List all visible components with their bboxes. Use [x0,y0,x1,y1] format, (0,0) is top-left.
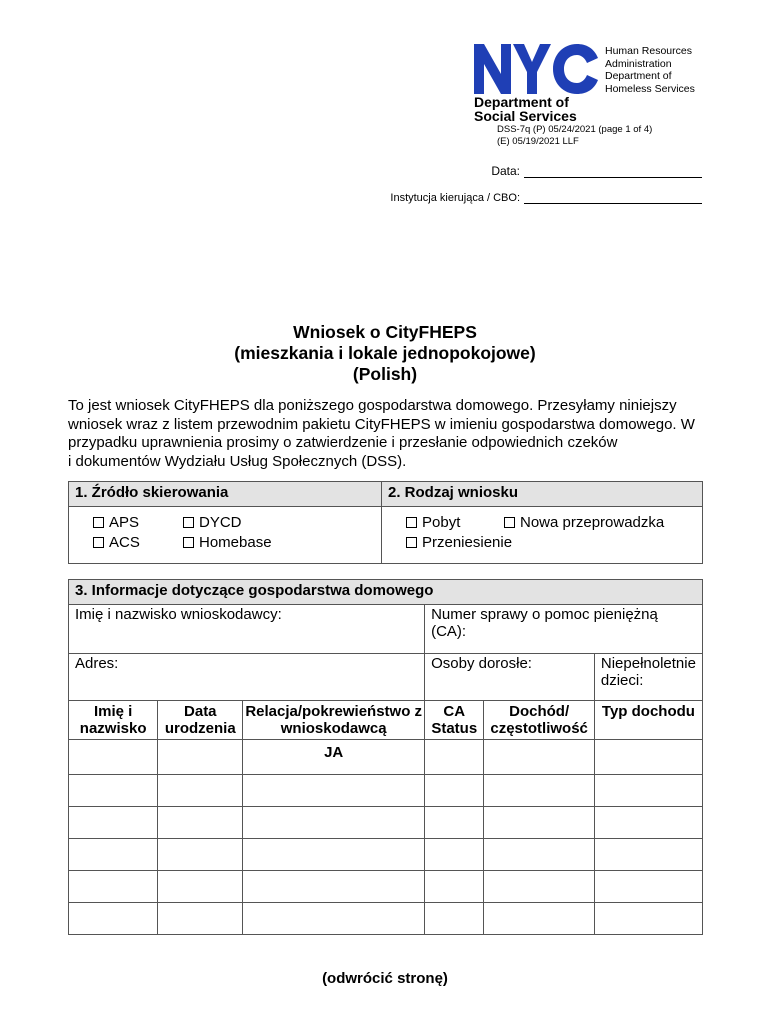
adults-field[interactable] [425,654,595,701]
relation-self: JA [243,740,425,775]
cell-input[interactable] [425,903,484,935]
checkbox[interactable] [93,517,104,528]
option-przeniesienie[interactable] [406,533,512,553]
intro-line: przypadku uprawnienia prosimy o zatwierdzenie i przesłanie odpowiednich czeków [68,434,618,451]
cell-input[interactable] [594,871,702,903]
form-title [0,322,770,385]
cell-input[interactable] [243,903,425,935]
cell-input[interactable] [425,807,484,839]
cell-input[interactable] [243,839,425,871]
option-nowa-przeprowadzka[interactable] [504,513,664,533]
table-row [69,740,703,775]
cell-input[interactable] [158,740,243,775]
cell-input[interactable] [158,775,243,807]
intro-line: wniosek wraz z listem przewodnim pakietu CityFHEPS w imieniu gospodarstwa domowego. W [68,415,695,433]
agency-names [605,45,695,95]
adults-label: Osoby dorosłe: [431,655,532,672]
option-label: APS [109,514,140,531]
cell-input[interactable] [425,839,484,871]
option-label: DYCD [199,514,242,531]
checkbox[interactable] [183,537,194,548]
department-line: Social Services [474,108,577,124]
option-pobyt[interactable] [406,513,504,533]
option-acs[interactable] [93,533,183,553]
intro-paragraph [68,397,708,471]
department-line: Department of [474,94,569,110]
cell-input[interactable] [158,807,243,839]
form-code-line: DSS-7q (P) 05/24/2021 (page 1 of 4) [497,124,653,135]
section2-title: 2. Rodzaj wniosku [382,482,703,507]
nyc-logo [474,44,600,94]
title-line-3: (Polish) [352,364,418,384]
cell-input[interactable] [594,839,702,871]
applicant-name-field[interactable] [69,605,425,654]
option-label: Pobyt [422,514,461,531]
date-field-row [300,164,702,178]
cell-input[interactable] [158,871,243,903]
cell-input[interactable] [69,807,158,839]
section3-title: 3. Informacje dotyczące gospodarstwa domowego [69,580,703,605]
date-input-line[interactable] [524,165,702,178]
checkbox[interactable] [183,517,194,528]
cell-input[interactable] [69,871,158,903]
case-number-field[interactable] [425,605,703,654]
case-number-label: Numer sprawy o pomoc pieniężną (CA): [431,606,658,640]
form-code [497,124,652,147]
checkbox[interactable] [504,517,515,528]
section2-options [382,507,703,564]
cell-input[interactable] [425,871,484,903]
address-field[interactable] [69,654,425,701]
section1-title: 1. Źródło skierowania [69,482,382,507]
cell-input[interactable] [594,775,702,807]
agency-line: Administration [605,57,672,70]
table-row [69,807,703,839]
checkbox[interactable] [93,537,104,548]
section1-options [69,507,382,564]
checkbox[interactable] [406,517,417,528]
option-label: Przeniesienie [422,534,513,551]
cell-input[interactable] [594,807,702,839]
cell-input[interactable] [243,775,425,807]
option-homebase[interactable] [183,533,272,553]
cell-input[interactable] [158,839,243,871]
agency-line: Human Resources [605,45,692,57]
title-line-2: (mieszkania i lokale jednopokojowe) [234,343,536,363]
address-label: Adres: [75,655,119,672]
option-aps[interactable] [93,513,183,533]
cell-input[interactable] [158,903,243,935]
cell-input[interactable] [69,903,158,935]
cbo-field-row [300,191,702,204]
checkbox[interactable] [406,537,417,548]
cell-input[interactable] [425,740,484,775]
cell-input[interactable] [243,871,425,903]
col-header-relation: Relacja/pokrewieństwo z wnioskodawcą [243,701,425,740]
cell-input[interactable] [484,903,595,935]
cbo-label: Instytucja kierująca / CBO: [390,192,520,204]
option-label: ACS [109,534,140,551]
cell-input[interactable] [69,775,158,807]
cell-input[interactable] [594,740,702,775]
cell-input[interactable] [484,740,595,775]
cbo-input-line[interactable] [524,191,702,204]
form-code-line: (E) 05/19/2021 LLF [497,135,579,147]
col-header-name: Imię i nazwisko [69,701,158,740]
option-dycd[interactable] [183,513,242,533]
intro-line: To jest wniosek CityFHEPS dla poniższego gospodarstwa domowego. Przesyłamy niniejszy [68,397,677,414]
cell-input[interactable] [484,839,595,871]
agency-line: Department of [605,70,672,82]
table-row [69,871,703,903]
cell-input[interactable] [594,903,702,935]
option-label: Homebase [199,534,272,551]
cell-input[interactable] [484,807,595,839]
date-label: Data: [491,164,520,178]
agency-line: Homeless Services [605,82,695,95]
cell-input[interactable] [484,871,595,903]
minors-label: Niepełnoletnie dzieci: [600,655,696,689]
department-name [474,95,577,123]
cell-input[interactable] [243,807,425,839]
option-label: Nowa przeprowadzka [520,514,665,531]
referral-type-table [68,481,703,564]
col-header-income-type: Typ dochodu [594,701,702,740]
table-row [69,839,703,871]
cell-input[interactable] [425,775,484,807]
minors-field[interactable] [594,654,702,701]
turn-over-note: (odwrócić stronę) [322,970,448,987]
table-row [69,775,703,807]
col-header-income-frequency: Dochód/ częstotliwość [484,701,595,740]
household-info-table [68,579,703,935]
applicant-name-label: Imię i nazwisko wnioskodawcy: [75,606,282,623]
col-header-ca-status: CA Status [425,701,484,740]
table-row [69,903,703,935]
cell-input[interactable] [484,775,595,807]
intro-line: i dokumentów Wydziału Usług Społecznych (DSS). [68,452,407,470]
cell-input[interactable] [69,740,158,775]
cell-input[interactable] [69,839,158,871]
col-header-birthdate: Data urodzenia [158,701,243,740]
title-line-1: Wniosek o CityFHEPS [293,322,477,342]
